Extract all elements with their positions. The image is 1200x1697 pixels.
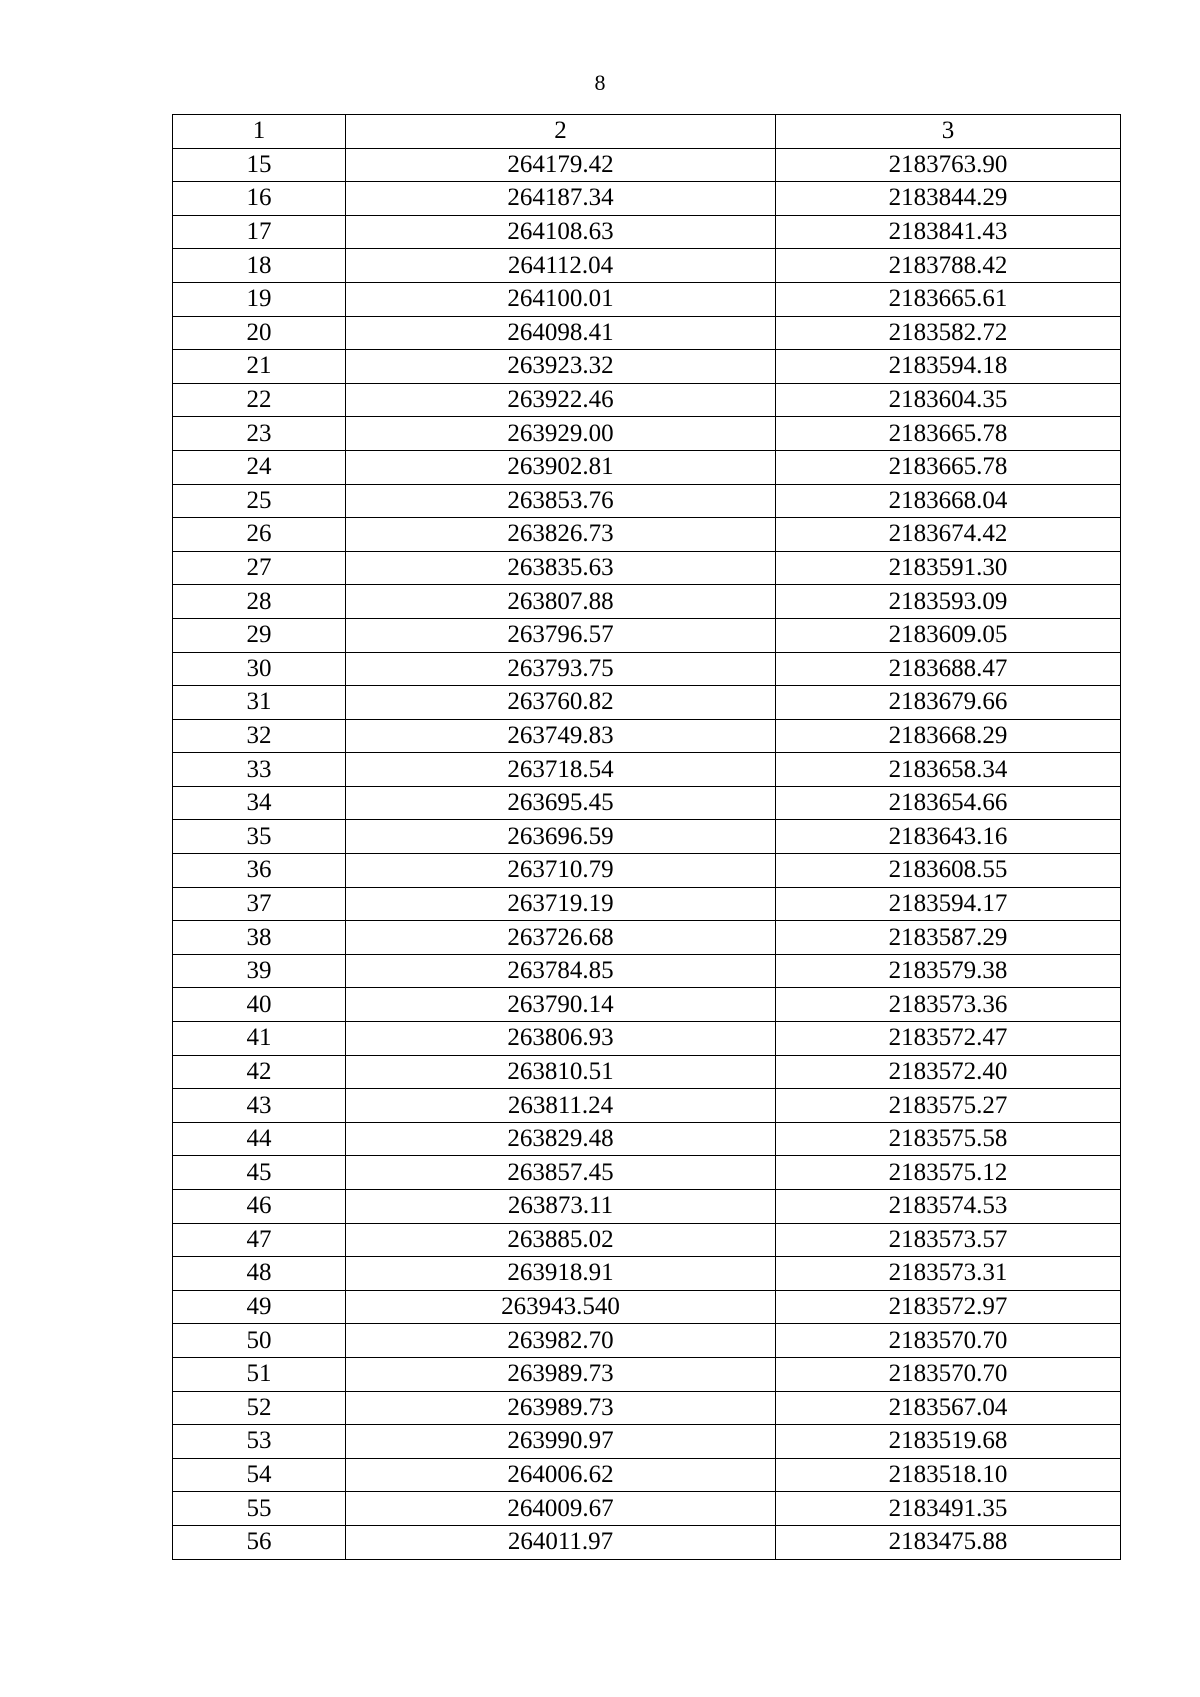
table-row	[173, 887, 1121, 921]
point-number-cell: 39	[173, 954, 346, 988]
point-number-cell: 52	[173, 1391, 346, 1425]
x-coordinate-cell: 263929.00	[346, 417, 776, 451]
table-row	[173, 988, 1121, 1022]
table-row	[173, 1324, 1121, 1358]
column-header-2: 2	[346, 115, 776, 149]
x-coordinate-cell: 264187.34	[346, 182, 776, 216]
column-header-1: 1	[173, 115, 346, 149]
point-number-cell: 46	[173, 1190, 346, 1224]
y-coordinate-cell: 2183643.16	[776, 820, 1121, 854]
point-number-cell: 47	[173, 1223, 346, 1257]
y-coordinate-cell: 2183604.35	[776, 383, 1121, 417]
y-coordinate-cell: 2183518.10	[776, 1458, 1121, 1492]
y-coordinate-cell: 2183608.55	[776, 854, 1121, 888]
x-coordinate-cell: 264009.67	[346, 1492, 776, 1526]
table-row	[173, 786, 1121, 820]
y-coordinate-cell: 2183573.31	[776, 1257, 1121, 1291]
x-coordinate-cell: 263873.11	[346, 1190, 776, 1224]
point-number-cell: 31	[173, 686, 346, 720]
y-coordinate-cell: 2183665.61	[776, 282, 1121, 316]
y-coordinate-cell: 2183579.38	[776, 954, 1121, 988]
table-row	[173, 148, 1121, 182]
x-coordinate-cell: 264179.42	[346, 148, 776, 182]
table-row	[173, 1055, 1121, 1089]
point-number-cell: 24	[173, 450, 346, 484]
x-coordinate-cell: 263695.45	[346, 786, 776, 820]
table-row	[173, 1391, 1121, 1425]
y-coordinate-cell: 2183519.68	[776, 1425, 1121, 1459]
x-coordinate-cell: 263923.32	[346, 350, 776, 384]
y-coordinate-cell: 2183575.12	[776, 1156, 1121, 1190]
point-number-cell: 15	[173, 148, 346, 182]
table-row	[173, 1290, 1121, 1324]
x-coordinate-cell: 264100.01	[346, 282, 776, 316]
y-coordinate-cell: 2183788.42	[776, 249, 1121, 283]
y-coordinate-cell: 2183665.78	[776, 450, 1121, 484]
point-number-cell: 51	[173, 1357, 346, 1391]
coordinates-table	[172, 114, 1121, 1560]
table-row	[173, 652, 1121, 686]
table-row	[173, 350, 1121, 384]
point-number-cell: 16	[173, 182, 346, 216]
point-number-cell: 27	[173, 551, 346, 585]
x-coordinate-cell: 263857.45	[346, 1156, 776, 1190]
point-number-cell: 37	[173, 887, 346, 921]
table-row	[173, 618, 1121, 652]
table-row	[173, 1190, 1121, 1224]
table-row	[173, 518, 1121, 552]
x-coordinate-cell: 264006.62	[346, 1458, 776, 1492]
point-number-cell: 18	[173, 249, 346, 283]
table-row	[173, 1022, 1121, 1056]
y-coordinate-cell: 2183688.47	[776, 652, 1121, 686]
point-number-cell: 53	[173, 1425, 346, 1459]
table-row	[173, 484, 1121, 518]
x-coordinate-cell: 263885.02	[346, 1223, 776, 1257]
x-coordinate-cell: 263902.81	[346, 450, 776, 484]
table-row	[173, 1525, 1121, 1559]
table-header-row	[173, 115, 1121, 149]
point-number-cell: 48	[173, 1257, 346, 1291]
point-number-cell: 29	[173, 618, 346, 652]
table-row	[173, 450, 1121, 484]
y-coordinate-cell: 2183572.40	[776, 1055, 1121, 1089]
y-coordinate-cell: 2183570.70	[776, 1324, 1121, 1358]
x-coordinate-cell: 263790.14	[346, 988, 776, 1022]
x-coordinate-cell: 263760.82	[346, 686, 776, 720]
table-row	[173, 719, 1121, 753]
x-coordinate-cell: 263989.73	[346, 1391, 776, 1425]
table-row	[173, 1425, 1121, 1459]
point-number-cell: 28	[173, 585, 346, 619]
y-coordinate-cell: 2183841.43	[776, 215, 1121, 249]
point-number-cell: 25	[173, 484, 346, 518]
x-coordinate-cell: 263990.97	[346, 1425, 776, 1459]
y-coordinate-cell: 2183668.04	[776, 484, 1121, 518]
point-number-cell: 33	[173, 753, 346, 787]
x-coordinate-cell: 263835.63	[346, 551, 776, 585]
table-row	[173, 1357, 1121, 1391]
point-number-cell: 50	[173, 1324, 346, 1358]
y-coordinate-cell: 2183658.34	[776, 753, 1121, 787]
point-number-cell: 49	[173, 1290, 346, 1324]
point-number-cell: 30	[173, 652, 346, 686]
table-row	[173, 585, 1121, 619]
table-row	[173, 551, 1121, 585]
y-coordinate-cell: 2183491.35	[776, 1492, 1121, 1526]
point-number-cell: 21	[173, 350, 346, 384]
x-coordinate-cell: 263943.540	[346, 1290, 776, 1324]
x-coordinate-cell: 263810.51	[346, 1055, 776, 1089]
x-coordinate-cell: 263807.88	[346, 585, 776, 619]
x-coordinate-cell: 263829.48	[346, 1122, 776, 1156]
y-coordinate-cell: 2183654.66	[776, 786, 1121, 820]
y-coordinate-cell: 2183475.88	[776, 1525, 1121, 1559]
point-number-cell: 34	[173, 786, 346, 820]
x-coordinate-cell: 263989.73	[346, 1357, 776, 1391]
x-coordinate-cell: 264112.04	[346, 249, 776, 283]
column-header-3: 3	[776, 115, 1121, 149]
y-coordinate-cell: 2183591.30	[776, 551, 1121, 585]
table-row	[173, 249, 1121, 283]
x-coordinate-cell: 263806.93	[346, 1022, 776, 1056]
point-number-cell: 45	[173, 1156, 346, 1190]
point-number-cell: 42	[173, 1055, 346, 1089]
table-row	[173, 1089, 1121, 1123]
coordinates-table-body	[173, 115, 1121, 1560]
y-coordinate-cell: 2183575.58	[776, 1122, 1121, 1156]
x-coordinate-cell: 263922.46	[346, 383, 776, 417]
point-number-cell: 32	[173, 719, 346, 753]
point-number-cell: 23	[173, 417, 346, 451]
table-row	[173, 1156, 1121, 1190]
point-number-cell: 17	[173, 215, 346, 249]
y-coordinate-cell: 2183572.97	[776, 1290, 1121, 1324]
table-row	[173, 954, 1121, 988]
y-coordinate-cell: 2183594.17	[776, 887, 1121, 921]
y-coordinate-cell: 2183665.78	[776, 417, 1121, 451]
x-coordinate-cell: 264108.63	[346, 215, 776, 249]
y-coordinate-cell: 2183609.05	[776, 618, 1121, 652]
table-row	[173, 753, 1121, 787]
y-coordinate-cell: 2183679.66	[776, 686, 1121, 720]
y-coordinate-cell: 2183575.27	[776, 1089, 1121, 1123]
point-number-cell: 20	[173, 316, 346, 350]
y-coordinate-cell: 2183587.29	[776, 921, 1121, 955]
y-coordinate-cell: 2183674.42	[776, 518, 1121, 552]
y-coordinate-cell: 2183582.72	[776, 316, 1121, 350]
point-number-cell: 54	[173, 1458, 346, 1492]
x-coordinate-cell: 263793.75	[346, 652, 776, 686]
point-number-cell: 55	[173, 1492, 346, 1526]
point-number-cell: 38	[173, 921, 346, 955]
point-number-cell: 36	[173, 854, 346, 888]
x-coordinate-cell: 263726.68	[346, 921, 776, 955]
y-coordinate-cell: 2183573.57	[776, 1223, 1121, 1257]
point-number-cell: 40	[173, 988, 346, 1022]
x-coordinate-cell: 263826.73	[346, 518, 776, 552]
y-coordinate-cell: 2183668.29	[776, 719, 1121, 753]
table-row	[173, 820, 1121, 854]
table-row	[173, 1223, 1121, 1257]
table-row	[173, 686, 1121, 720]
x-coordinate-cell: 263784.85	[346, 954, 776, 988]
y-coordinate-cell: 2183593.09	[776, 585, 1121, 619]
table-row	[173, 1257, 1121, 1291]
y-coordinate-cell: 2183572.47	[776, 1022, 1121, 1056]
y-coordinate-cell: 2183574.53	[776, 1190, 1121, 1224]
x-coordinate-cell: 263853.76	[346, 484, 776, 518]
x-coordinate-cell: 263719.19	[346, 887, 776, 921]
x-coordinate-cell: 263811.24	[346, 1089, 776, 1123]
table-row	[173, 182, 1121, 216]
y-coordinate-cell: 2183594.18	[776, 350, 1121, 384]
table-row	[173, 316, 1121, 350]
y-coordinate-cell: 2183567.04	[776, 1391, 1121, 1425]
y-coordinate-cell: 2183570.70	[776, 1357, 1121, 1391]
x-coordinate-cell: 263982.70	[346, 1324, 776, 1358]
table-row	[173, 1458, 1121, 1492]
x-coordinate-cell: 264011.97	[346, 1525, 776, 1559]
x-coordinate-cell: 263718.54	[346, 753, 776, 787]
table-row	[173, 921, 1121, 955]
x-coordinate-cell: 264098.41	[346, 316, 776, 350]
point-number-cell: 22	[173, 383, 346, 417]
point-number-cell: 26	[173, 518, 346, 552]
page-number: 8	[594, 70, 606, 95]
table-row	[173, 1122, 1121, 1156]
table-row	[173, 282, 1121, 316]
point-number-cell: 35	[173, 820, 346, 854]
x-coordinate-cell: 263749.83	[346, 719, 776, 753]
point-number-cell: 56	[173, 1525, 346, 1559]
point-number-cell: 19	[173, 282, 346, 316]
y-coordinate-cell: 2183573.36	[776, 988, 1121, 1022]
x-coordinate-cell: 263796.57	[346, 618, 776, 652]
table-row	[173, 417, 1121, 451]
x-coordinate-cell: 263918.91	[346, 1257, 776, 1291]
table-row	[173, 215, 1121, 249]
table-row	[173, 383, 1121, 417]
point-number-cell: 44	[173, 1122, 346, 1156]
x-coordinate-cell: 263696.59	[346, 820, 776, 854]
y-coordinate-cell: 2183763.90	[776, 148, 1121, 182]
point-number-cell: 41	[173, 1022, 346, 1056]
y-coordinate-cell: 2183844.29	[776, 182, 1121, 216]
table-row	[173, 854, 1121, 888]
x-coordinate-cell: 263710.79	[346, 854, 776, 888]
table-row	[173, 1492, 1121, 1526]
point-number-cell: 43	[173, 1089, 346, 1123]
